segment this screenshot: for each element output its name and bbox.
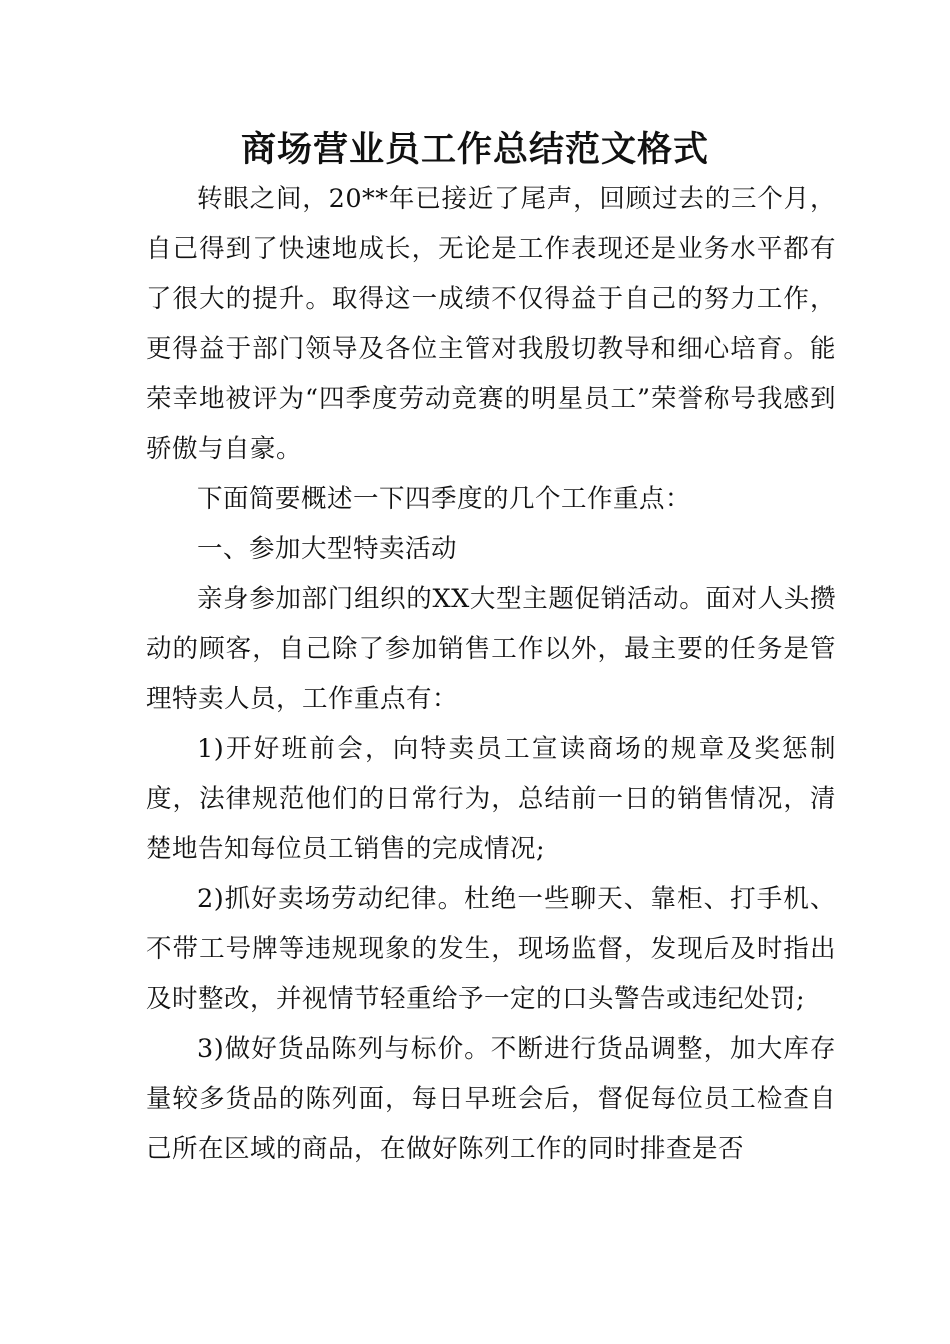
list-item-3: 3)做好货品陈列与标价。不断进行货品调整，加大库存量较多货品的陈列面，每日早班会后，督促每位员工检查自己所在区域的商品，在做好陈列工作的同时排查是否 xyxy=(146,1034,836,1164)
list-item-1: 1)开好班前会，向特卖员工宣读商场的规章及奖惩制度，法律规范他们的日常行为，总结前一日的销售情况，清楚地告知每位员工销售的完成情况; xyxy=(146,734,836,864)
section-heading-1: 一、参加大型特卖活动 xyxy=(197,534,458,564)
document-title: 商场营业员工作总结范文格式 xyxy=(240,130,709,170)
paragraph-overview: 下面简要概述一下四季度的几个工作重点： xyxy=(197,484,692,514)
paragraph-intro: 转眼之间，20**年已接近了尾声，回顾过去的三个月，自己得到了快速地成长，无论是工作表现还是业务水平都有了很大的提升。取得这一成绩不仅得益于自己的努力工作，更得益于部门领导及各位主管对我殷切教导和细心培育。能荣幸地被评为“四季度劳动竞赛的明星员工”荣誉称号我感到骄傲与自豪。 xyxy=(146,184,836,464)
paragraph-promotion: 亲身参加部门组织的XX大型主题促销活动。面对人头攒动的顾客，自己除了参加销售工作以外，最主要的任务是管理特卖人员，工作重点有： xyxy=(146,584,836,714)
list-item-2: 2)抓好卖场劳动纪律。杜绝一些聊天、靠柜、打手机、不带工号牌等违规现象的发生，现场监督，发现后及时指出及时整改，并视情节轻重给予一定的口头警告或违纪处罚; xyxy=(146,884,836,1014)
document-body xyxy=(146,174,836,1174)
